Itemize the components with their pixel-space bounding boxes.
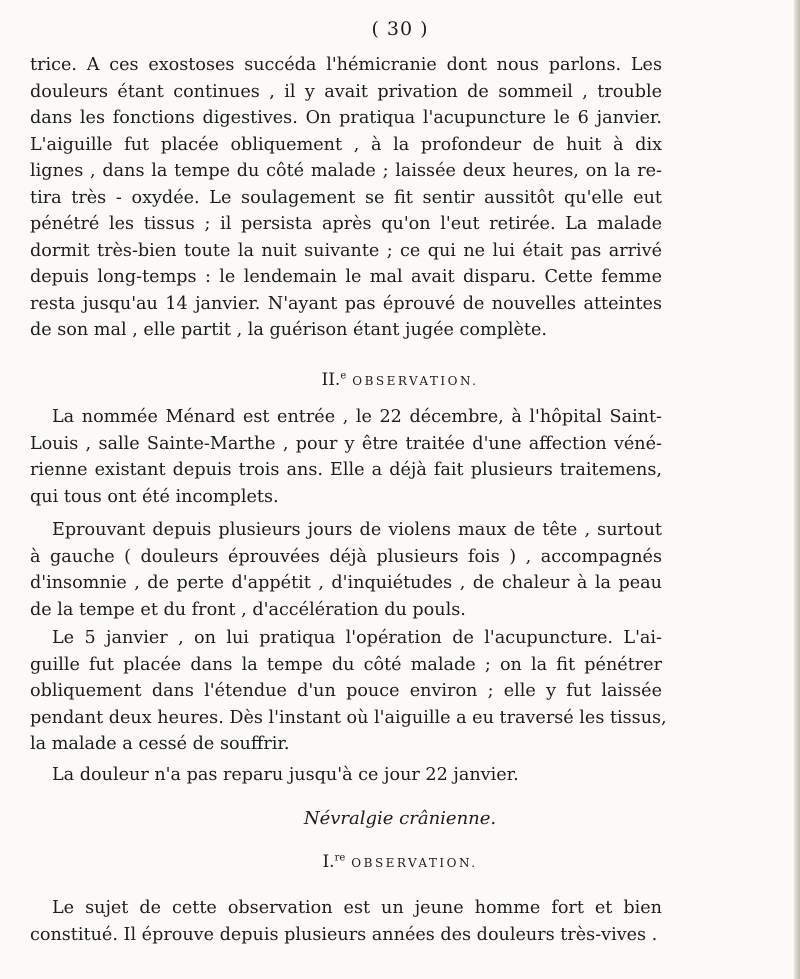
text-line: Le sujet de cette observation est un jeune homme fort et bien xyxy=(52,898,662,918)
section-heading-observation-2 xyxy=(0,370,800,390)
heading-word: OBSERVATION. xyxy=(351,856,478,870)
paragraph-6 xyxy=(30,895,662,948)
paragraph-1 xyxy=(30,52,662,344)
paragraph-4 xyxy=(30,625,667,758)
text-line: dormit très-bien toute la nuit suivante ; ce qui ne lui était pas arrivé xyxy=(30,240,662,261)
text-line: Eprouvant depuis plusieurs jours de violens maux de tête , surtout xyxy=(52,520,662,540)
text-line: depuis long-temps : le lendemain le mal avait disparu. Cette femme xyxy=(30,267,662,287)
text-line: guille fut placée dans la tempe du côté malade ; on la fit pénétrer xyxy=(30,654,662,675)
heading-numeral: II. xyxy=(321,370,341,390)
text-line: La nommée Ménard est entrée , le 22 décembre, à l'hôpital Saint- xyxy=(52,407,662,427)
page-edge-shadow xyxy=(794,0,800,979)
text-line: resta jusqu'au 14 janvier. N'ayant pas éprouvé de nouvelles atteintes xyxy=(30,293,662,314)
text-line: obliquement dans l'étendue d'un pouce environ ; elle y fut laissée xyxy=(30,681,662,701)
text-line: de la tempe et du front , d'accélération du pouls. xyxy=(30,599,466,620)
text-line: tira très - oxydée. Le soulagement se fit sentir aussitôt qu'elle eut xyxy=(30,187,662,208)
text-line: Le 5 janvier , on lui pratiqua l'opération de l'acupuncture. L'ai- xyxy=(52,628,662,648)
heading-numeral: I. xyxy=(322,852,335,872)
text-line: L'aiguille fut placée obliquement , à la profondeur de huit à dix xyxy=(30,134,662,155)
text-line: La douleur n'a pas reparu jusqu'à ce jour 22 janvier. xyxy=(52,765,519,785)
text-line: d'insomnie , de perte d'appétit , d'inquiétudes , de chaleur à la peau xyxy=(30,573,662,593)
paragraph-2 xyxy=(30,404,662,510)
page-number: ( 30 ) xyxy=(371,18,429,40)
text-line: pendant deux heures. Dès l'instant où l'aiguille a eu traversé les tissus, xyxy=(30,707,667,728)
text-line: trice. A ces exostoses succéda l'hémicranie dont nous parlons. Les xyxy=(30,55,662,75)
text-line: Louis , salle Sainte-Marthe , pour y être traitée d'une affection véné- xyxy=(30,433,662,454)
text-line: constitué. Il éprouve depuis plusieurs années des douleurs très-vives . xyxy=(30,924,658,945)
section-heading-observation-1 xyxy=(0,852,800,872)
text-line: de son mal , elle partit , la guérison étant jugée complète. xyxy=(30,320,547,340)
text-line: douleurs étant continues , il y avait privation de sommeil , trouble xyxy=(30,81,662,102)
heading-superscript: re xyxy=(334,852,346,864)
paragraph-5 xyxy=(30,762,662,789)
heading-word: OBSERVATION. xyxy=(352,374,479,388)
text-line: lignes , dans la tempe du côté malade ; laissée deux heures, on la re- xyxy=(30,161,662,181)
text-line: dans les fonctions digestives. On pratiqua l'acupuncture le 6 janvier. xyxy=(30,108,662,128)
text-line: à gauche ( douleurs éprouvées déjà plusieurs fois ) , accompagnés xyxy=(30,546,662,567)
text-line: qui tous ont été incomplets. xyxy=(30,486,279,507)
text-line: pénétré les tissus ; il persista après qu'on l'eut retirée. La malade xyxy=(30,214,662,234)
text-line: la malade a cessé de souffrir. xyxy=(30,734,290,754)
heading-superscript: e xyxy=(340,370,347,382)
text-line: rienne existant depuis trois ans. Elle a déjà fait plusieurs traitemens, xyxy=(30,460,662,480)
section-subtitle: Névralgie crânienne. xyxy=(303,808,497,829)
paragraph-3 xyxy=(30,517,662,623)
